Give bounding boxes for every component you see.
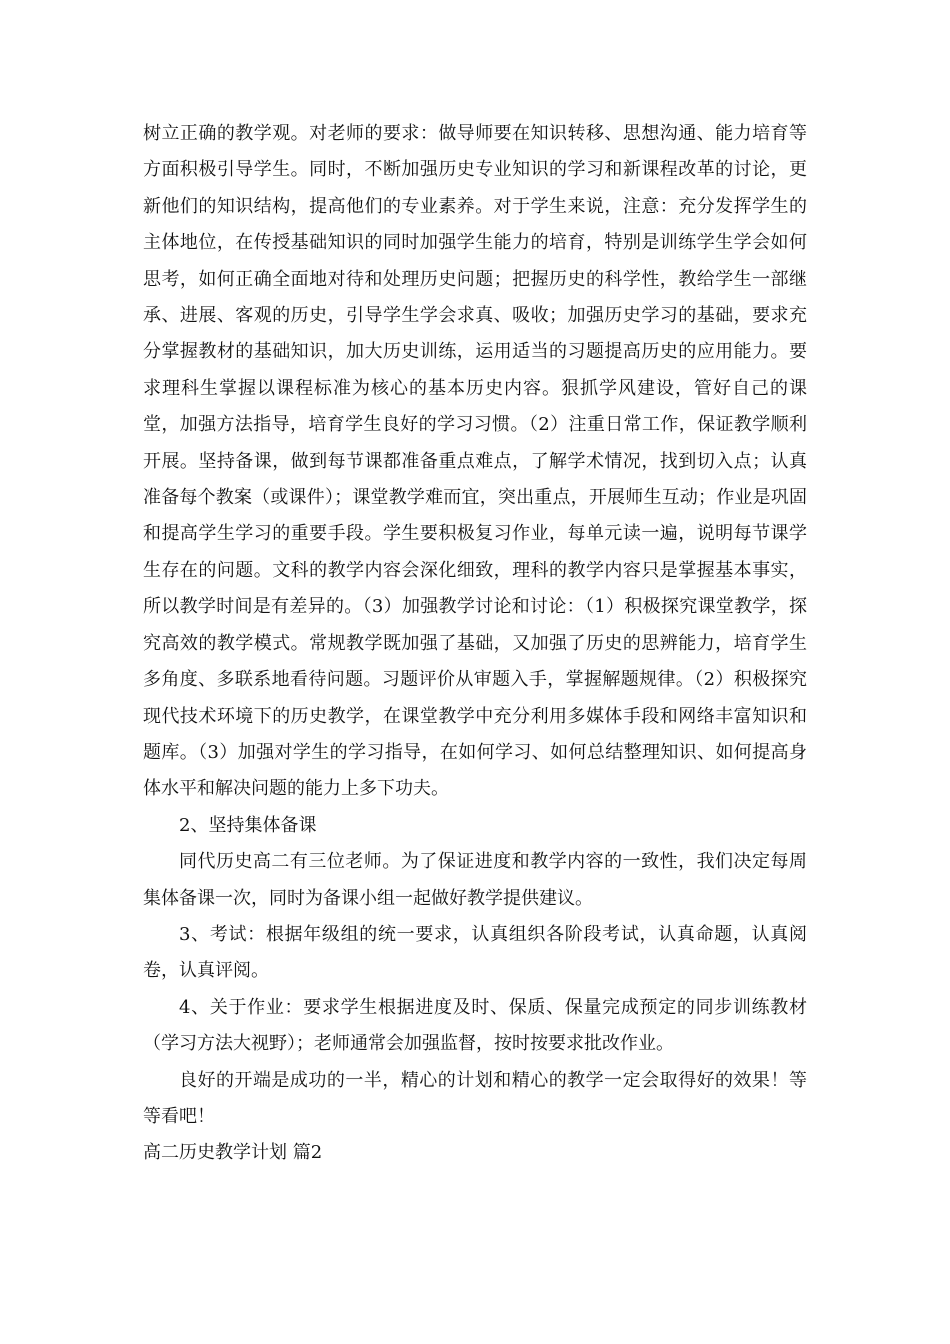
document-page [143,116,807,1172]
section-heading: 高二历史教学计划 篇2 [143,1142,323,1164]
paragraph-closing: 良好的开端是成功的一半，精心的计划和精心的教学一定会取得好的效果！等等看吧！ [143,1069,807,1127]
paragraph-collective-prep: 同代历史高二有三位老师。为了保证进度和教学内容的一致性，我们决定每周集体备课一次，同时为备课小组一起做好教学提供建议。 [143,851,807,909]
paragraph-collective-prep-heading: 2、坚持集体备课 [179,814,317,836]
paragraph-teaching-requirements: 树立正确的教学观。对老师的要求：做导师要在知识转移、思想沟通、能力培育等方面积极引导学生。同时，不断加强历史专业知识的学习和新课程改革的讨论，更新他们的知识结构，提高他们的专业素养。对于学生来说，注意：充分发挥学生的主体地位，在传授基础知识的同时加强学生能力的培育，特别是训练学生学会如何思考，如何正确全面地对待和处理历史问题；把握历史的科学性，教给学生一部继承、进展、客观的历史，引导学生学会求真、吸收；加强历史学习的基础，要求充分掌握教材的基础知识，加大历史训练，运用适当的习题提高历史的应用能力。要求理科生掌握以课程标准为核心的基本历史内容。狠抓学风建设，管好自己的课堂，加强方法指导，培育学生良好的学习习惯。（2）注重日常工作，保证教学顺利开展。坚持备课，做到每节课都准备重点难点，了解学术情况，找到切入点；认真准备每个教案（或课件）；课堂教学难而宜，突出重点，开展师生互动；作业是巩固和提高学生学习的重要手段。学生要积极复习作业，每单元读一遍，说明每节课学生存在的问题。文科的教学内容会深化细致，理科的教学内容只是掌握基本事实，所以教学时间是有差异的。（3）加强教学讨论和讨论：（1）积极探究课堂教学，探究高效的教学模式。常规教学既加强了基础，又加强了历史的思辨能力，培育学生多角度、多联系地看待问题。习题评价从审题入手，掌握解题规律。（2）积极探究现代技术环境下的历史教学，在课堂教学中充分利用多媒体手段和网络丰富知识和题库。（3）加强对学生的学习指导，在如何学习、如何总结整理知识、如何提高身体水平和解决问题的能力上多下功夫。 [143,123,807,800]
paragraph-exams: 3、考试：根据年级组的统一要求，认真组织各阶段考试，认真命题，认真阅卷，认真评阅。 [143,923,807,982]
paragraph-homework: 4、关于作业：要求学生根据进度及时、保质、保量完成预定的同步训练教材（学习方法大视野）；老师通常会加强监督，按时按要求批改作业。 [143,996,807,1055]
